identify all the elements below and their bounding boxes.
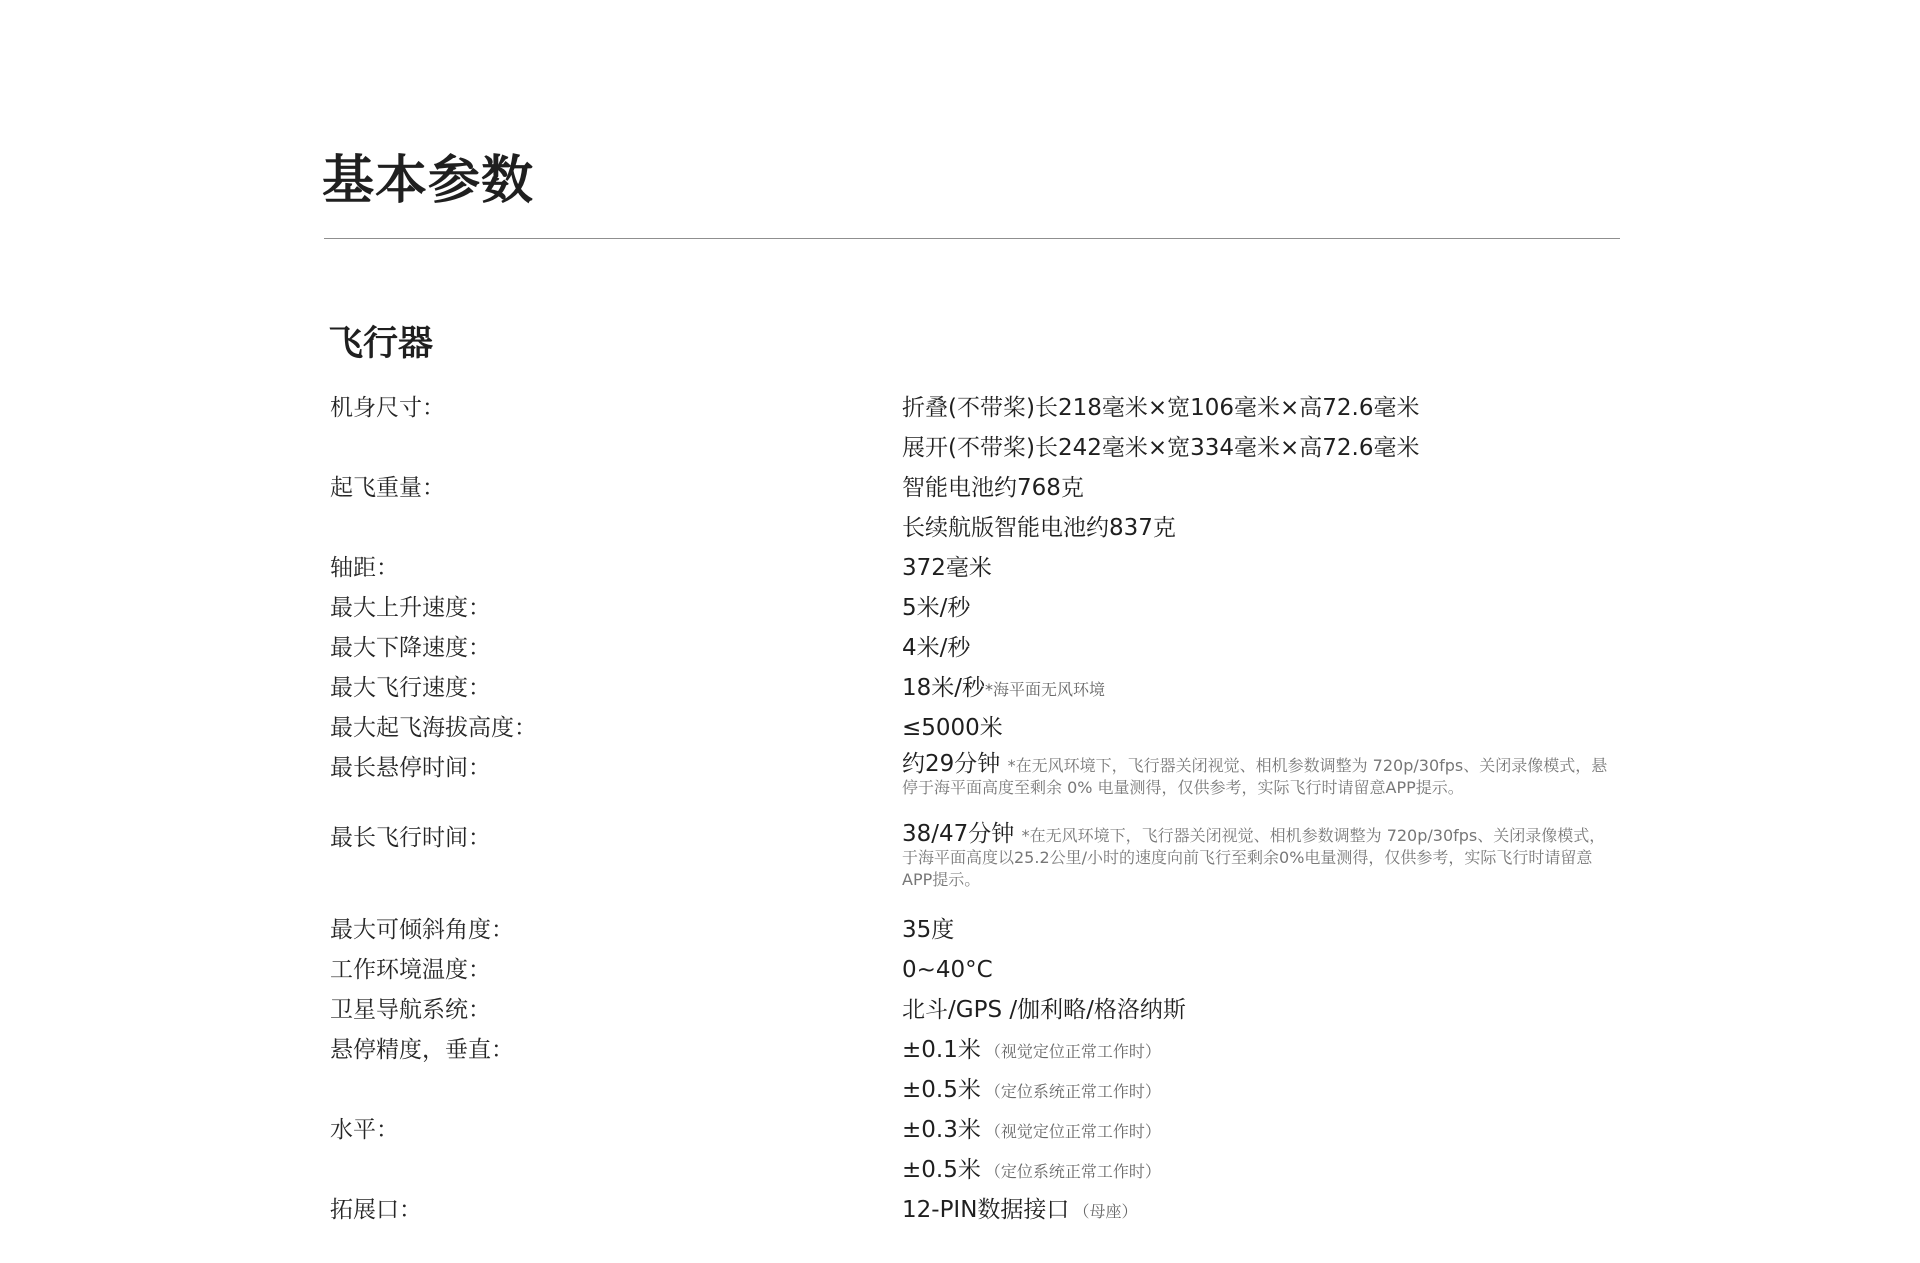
spec-line [902,1154,1620,1187]
spec-label: 水平： [330,1117,399,1143]
spec-line [902,712,1620,745]
spec-label: 卫星导航系统： [330,997,491,1023]
spec-values [902,712,1620,745]
spec-line [902,392,1620,425]
spec-values [902,632,1620,665]
spec-label: 起飞重量： [330,475,445,501]
spec-value: 长续航版智能电池约837克 [902,515,1176,541]
spec-note: *在无风环境下，飞行器关闭视觉、相机参数调整为 720p/30fps、关闭录像模式，悬停于海平面高度至剩余 0% 电量测得，仅供参考，实际飞行时请留意APP提示。 [902,756,1608,797]
spec-values [902,822,1620,890]
spec-line [902,822,1620,890]
spec-row-expansion-port [330,1194,1620,1227]
spec-note: （视觉定位正常工作时） [984,1042,1161,1061]
spec-value: ≤5000米 [902,715,1003,741]
spec-line [902,512,1620,545]
spec-label: 最长悬停时间： [330,755,491,781]
spec-line [902,592,1620,625]
spec-value: 372毫米 [902,555,992,581]
spec-value: 35度 [902,917,955,943]
spec-row-max-hover-time [330,752,1620,798]
spec-line [902,752,1620,798]
spec-label: 最大可倾斜角度： [330,917,514,943]
spec-value: 38/47分钟 [902,821,1015,847]
spec-line [902,632,1620,665]
spec-value: 约29分钟 [902,751,1001,777]
title-divider [324,238,1620,239]
spec-note: *在无风环境下，飞行器关闭视觉、相机参数调整为 720p/30fps、关闭录像模式，于海平面高度以25.2公里/小时的速度向前飞行至剩余0%电量测得，仅供参考，实际飞行时请留意APP提示。 [902,826,1606,889]
page-title: 基本参数 [322,151,535,211]
spec-row-wheelbase [330,552,1620,585]
spec-label: 工作环境温度： [330,957,491,983]
spec-label: 最长飞行时间： [330,825,491,851]
spec-value: 北斗/GPS /伽利略/格洛纳斯 [902,997,1186,1023]
spec-value: 12-PIN数据接口 [902,1197,1070,1223]
spec-line [902,1114,1620,1147]
spec-line [902,1074,1620,1107]
section-title: 飞行器 [328,324,434,364]
spec-label: 悬停精度，垂直： [330,1037,514,1063]
spec-row-max-altitude [330,712,1620,745]
spec-note: （视觉定位正常工作时） [984,1122,1161,1141]
spec-row-hover-accuracy-vertical [330,1034,1620,1107]
spec-note: （定位系统正常工作时） [984,1082,1161,1101]
spec-label: 机身尺寸： [330,395,445,421]
spec-label: 拓展口： [330,1197,422,1223]
spec-line [902,954,1620,987]
spec-values [902,1034,1620,1107]
spec-line [902,1034,1620,1067]
spec-value: 4米/秒 [902,635,971,661]
spec-label: 最大起飞海拔高度： [330,715,537,741]
spec-value: 18米/秒 [902,675,986,701]
spec-values [902,552,1620,585]
spec-values [902,472,1620,545]
spec-value: 智能电池约768克 [902,475,1084,501]
spec-row-gnss [330,994,1620,1027]
spec-values [902,1114,1620,1187]
spec-line [902,472,1620,505]
spec-values [902,592,1620,625]
spec-value: ±0.5米 [902,1157,981,1183]
spec-row-max-flight-time [330,822,1620,890]
spec-row-max-descent-speed [330,632,1620,665]
spec-row-max-tilt-angle [330,914,1620,947]
spec-values [902,752,1620,798]
spec-value: ±0.3米 [902,1117,981,1143]
spec-value: ±0.1米 [902,1037,981,1063]
spec-value: 0~40°C [902,957,993,983]
spec-note: （定位系统正常工作时） [984,1162,1161,1181]
spec-row-takeoff-weight [330,472,1620,545]
spec-values [902,1194,1620,1227]
spec-row-max-flight-speed [330,672,1620,705]
spec-list [330,392,1620,1234]
spec-values [902,994,1620,1027]
spec-line [902,1194,1620,1227]
spec-line [902,994,1620,1027]
spec-value: 折叠(不带桨)长218毫米×宽106毫米×高72.6毫米 [902,395,1420,421]
spec-line [902,914,1620,947]
spec-note: （母座） [1073,1202,1138,1221]
spec-values [902,914,1620,947]
spec-line [902,672,1620,705]
spec-row-max-ascent-speed [330,592,1620,625]
spec-row-body-size [330,392,1620,465]
spec-values [902,672,1620,705]
spec-label: 最大上升速度： [330,595,491,621]
spec-note: *海平面无风环境 [985,680,1106,699]
spec-row-hover-accuracy-horizontal [330,1114,1620,1187]
spec-line [902,432,1620,465]
spec-values [902,392,1620,465]
spec-value: 展开(不带桨)长242毫米×宽334毫米×高72.6毫米 [902,435,1420,461]
spec-label: 最大下降速度： [330,635,491,661]
spec-values [902,954,1620,987]
spec-value: ±0.5米 [902,1077,981,1103]
spec-row-operating-temperature [330,954,1620,987]
spec-value: 5米/秒 [902,595,971,621]
spec-label: 最大飞行速度： [330,675,491,701]
spec-label: 轴距： [330,555,399,581]
spec-line [902,552,1620,585]
